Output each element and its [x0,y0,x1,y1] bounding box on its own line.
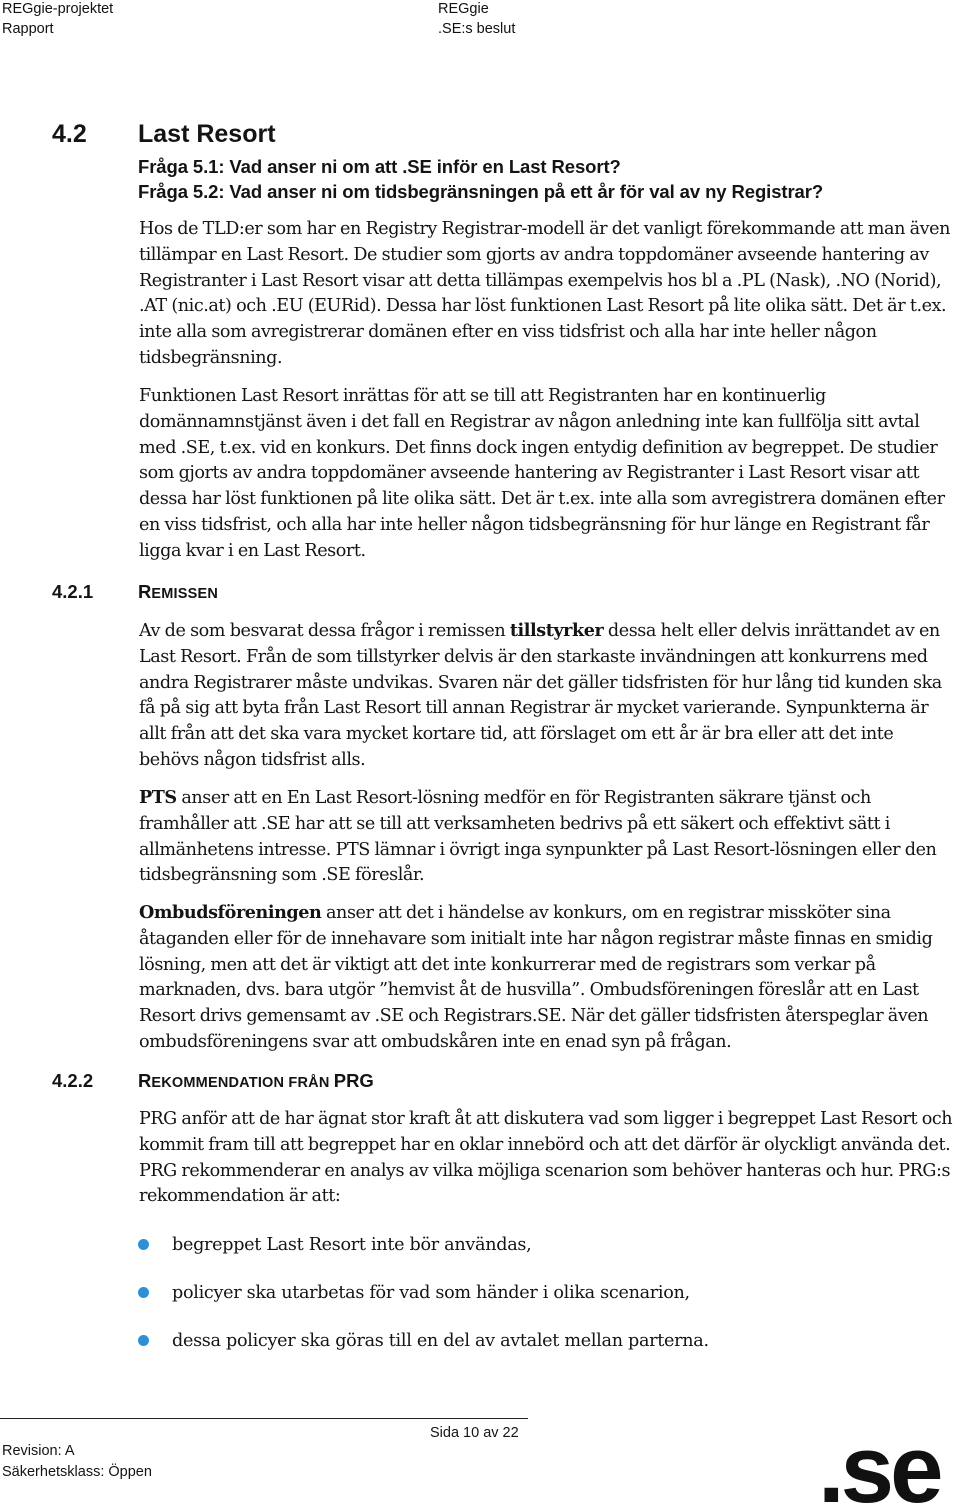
remissen-paragraph-ombudsforeningen: Ombudsföreningen anser att det i händelse av konkurs, om en registrar missköter sina åtaganden eller för de innehavare som initialt inte har någon registrar måste finnas en smidig lösning, men att det är viktigt att det inte konkurrerar med de registrars som verkar på marknaden, dvs. bara utgör ”hemvist åt de husvilla”. Ombudsföreningen föreslår att en Last Resort drivs gemensamt av .SE och Registrars.SE. När det gäller tidsfristen återspeglar även ombudsföreningens svar att ombudskåren inte en enad syn på frågan. [139,902,933,1052]
section-heading [52,118,276,150]
footer-revision: Revision: A [2,1443,75,1459]
section-paragraph-2: Funktionen Last Resort inrättas för att se till att Registranten har en kontinuerlig domännamnstjänst även i det fall en Registrar av någon anledning inte kan fullfölja sitt avtal med .SE, t.ex. vid en konkurs. Det finns dock ingen entydig definition av begreppet. De studier som gjorts av andra toppdomäner avseende hantering av Registranter i Last Resort visar att dessa har löst funktionen på lite olika sätt. Det är t.ex. inte alla som avregistrera domänen efter en viss tidsfrist, och alla har inte heller någon tidsbegränsning för hur länge en Registrant får ligga kvar i en Last Resort. [139,386,945,561]
header-subject: .SE:s beslut [438,21,516,37]
footer-page-number: Sida 10 av 22 [430,1425,519,1441]
footer-divider [0,1418,528,1419]
section-number: 4.2 [52,120,87,148]
subsection-heading-rekommendation: 4.2.2 REKOMMENDATION FRÅN PRG [52,1070,374,1091]
page-header-center [438,0,515,39]
emphasis-tillstyrker: tillstyrker [509,620,604,641]
se-logo-icon [818,1410,956,1508]
header-project: REGgie-projektet [2,1,114,17]
bullet-icon [138,1239,149,1250]
rekommendation-paragraph: PRG anför att de har ägnat stor kraft åt att diskutera vad som ligger i begreppet Last Resort och kommit fram till att begreppet har en oklar innebörd och att det därför är olyckligt använda det. PRG rekommenderar en analys av vilka möjliga scenarion som behöver hanteras och hur. PRG:s rekommendation är att: [139,1109,953,1207]
list-item: dessa policyer ska göras till en del av avtalet mellan parterna. [138,1328,709,1376]
footer-meta [2,1441,152,1483]
bullet-icon [138,1287,149,1298]
emphasis-pts: PTS [139,787,177,808]
question-2: Fråga 5.2: Vad anser ni om tidsbegränsningen på ett år för val av ny Registrar? [138,181,824,202]
list-item: policyer ska utarbetas för vad som händer i olika scenarion, [138,1280,709,1328]
recommendation-list [138,1232,709,1376]
header-project-short: REGgie [438,1,489,17]
logo-text: .se [818,1416,940,1508]
page-header-left [2,0,113,39]
list-item: begreppet Last Resort inte bör användas, [138,1232,709,1280]
subsection-heading-remissen: 4.2.1 REMISSEN [52,581,219,602]
subsection-number: 4.2.2 [52,1070,94,1091]
footer-classification: Säkerhetsklass: Öppen [2,1464,152,1480]
remissen-paragraph-pts: PTS anser att en En Last Resort-lösning medför en för Registranten säkrare tjänst och framhåller att .SE har att se till att verksamheten bedrivs på ett säkert och effektivt sätt i allmänhetens intresse. PTS lämnar i övrigt inga synpunkter på Last Resort-lösningen eller den tidsbegränsning som .SE föreslår. [139,787,937,886]
bullet-icon [138,1335,149,1346]
section-paragraph-1: Hos de TLD:er som har en Registry Registrar-modell är det vanligt förekommande att man även tillämpar en Last Resort. De studier som gjorts av andra toppdomäner avseende hantering av Registranter i Last Resort visar att detta tillämpas exempelvis hos bl a .PL (Nask), .NO (Norid), .AT (nic.at) och .EU (EURid). Dessa har löst funktionen Last Resort på lite olika sätt. Det är t.ex. inte alla som avregistrerar domänen efter en viss tidsfrist och alla har inte heller någon tidsbegränsning. [139,219,950,368]
header-doc-type: Rapport [2,21,54,37]
question-1: Fråga 5.1: Vad anser ni om att .SE inför en Last Resort? [138,156,621,177]
subsection-number: 4.2.1 [52,581,94,602]
section-title: Last Resort [138,120,276,148]
remissen-paragraph-1: Av de som besvarat dessa frågor i remissen tillstyrker dessa helt eller delvis inrättandet av en Last Resort. Från de som tillstyrker delvis är den starkaste invändningen att konkurrens med andra Registrarer måste undvikas. Svaren när det gäller tidsfristen för hur lång tid kunden ska få på sig att byta från Last Resort till annan Registrar är mycket varierande. Synpunkterna är allt från att det ska vara mycket kortare tid, att förslaget om ett år är bra eller att det inte behövs någon tidsfrist alls. [139,620,942,770]
emphasis-ombudsforeningen: Ombudsföreningen [139,902,322,923]
